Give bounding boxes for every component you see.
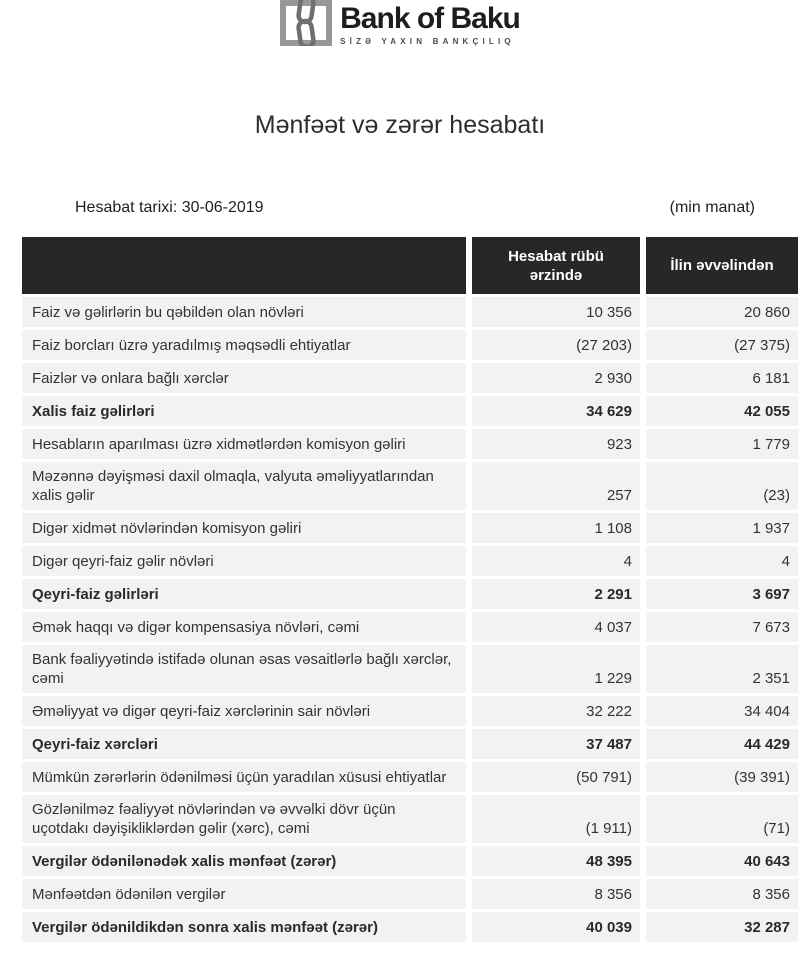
table-header-row: [22, 237, 798, 294]
table-row: [22, 879, 798, 909]
row-label: Faiz və gəlirlərin bu qəbildən olan növləri: [22, 297, 466, 327]
table-row: [22, 762, 798, 792]
table-row: [22, 579, 798, 609]
brand-tagline: SİZƏ YAXIN BANKÇILIQ: [340, 37, 515, 46]
table-row: [22, 513, 798, 543]
row-ytd-value: 8 356: [646, 879, 798, 909]
row-label: Faizlər və onlara bağlı xərclər: [22, 363, 466, 393]
table-row: [22, 912, 798, 942]
logo-text: [340, 0, 520, 46]
row-ytd-value: (39 391): [646, 762, 798, 792]
row-quarter-value: 1 229: [472, 645, 640, 693]
row-quarter-value: 4: [472, 546, 640, 576]
row-label: Əməliyyat və digər qeyri-faiz xərclərinin sair növləri: [22, 696, 466, 726]
table-row: [22, 696, 798, 726]
header-empty-cell: [22, 237, 466, 294]
table-row: [22, 795, 798, 843]
row-quarter-value: 1 108: [472, 513, 640, 543]
row-label: Mümkün zərərlərin ödənilməsi üçün yaradılan xüsusi ehtiyatlar: [22, 762, 466, 792]
table-body: [22, 297, 798, 942]
row-quarter-value: 37 487: [472, 729, 640, 759]
table-row: [22, 330, 798, 360]
row-quarter-value: 32 222: [472, 696, 640, 726]
table-row: [22, 429, 798, 459]
report-date: Hesabat tarixi: 30-06-2019: [75, 199, 264, 216]
row-quarter-value: 34 629: [472, 396, 640, 426]
row-ytd-value: 42 055: [646, 396, 798, 426]
page-title: Mənfəət və zərər hesabatı: [254, 111, 546, 139]
row-ytd-value: 3 697: [646, 579, 798, 609]
row-quarter-value: 10 356: [472, 297, 640, 327]
row-quarter-value: 2 291: [472, 579, 640, 609]
row-ytd-value: 44 429: [646, 729, 798, 759]
row-quarter-value: 2 930: [472, 363, 640, 393]
row-ytd-value: 32 287: [646, 912, 798, 942]
row-ytd-value: (23): [646, 462, 798, 510]
table-row: [22, 363, 798, 393]
table-row: [22, 396, 798, 426]
profit-loss-table: [22, 237, 798, 942]
row-label: Hesabların aparılması üzrə xidmətlərdən komisyon gəliri: [22, 429, 466, 459]
row-ytd-value: (71): [646, 795, 798, 843]
row-label: Əmək haqqı və digər kompensasiya növləri, cəmi: [22, 612, 466, 642]
row-quarter-value: 40 039: [472, 912, 640, 942]
row-quarter-value: 923: [472, 429, 640, 459]
row-quarter-value: (1 911): [472, 795, 640, 843]
row-ytd-value: 34 404: [646, 696, 798, 726]
row-label: Bank fəaliyyətində istifadə olunan əsas vəsaitlərlə bağlı xərclər, cəmi: [22, 645, 466, 693]
bank-logo: [0, 0, 800, 46]
table-row: [22, 729, 798, 759]
table-row: [22, 462, 798, 510]
row-ytd-value: (27 375): [646, 330, 798, 360]
table-row: [22, 546, 798, 576]
row-label: Gözlənilməz fəaliyyət növlərindən və əvvəlki dövr üçün uçotdakı dəyişikliklərdən gəlir (xərc), cəmi: [22, 795, 466, 843]
table-row: [22, 297, 798, 327]
header-quarter: Hesabat rübü ərzində: [472, 237, 640, 294]
row-ytd-value: 2 351: [646, 645, 798, 693]
row-ytd-value: 4: [646, 546, 798, 576]
row-label: Məzənnə dəyişməsi daxil olmaqla, valyuta əməliyyatlarından xalis gəlir: [22, 462, 466, 510]
row-label: Digər qeyri-faiz gəlir növləri: [22, 546, 466, 576]
row-quarter-value: 4 037: [472, 612, 640, 642]
row-ytd-value: 6 181: [646, 363, 798, 393]
row-label: Vergilər ödənilənədək xalis mənfəət (zərər): [22, 846, 466, 876]
header-ytd: İlin əvvəlindən: [646, 237, 798, 294]
row-ytd-value: 40 643: [646, 846, 798, 876]
row-ytd-value: 7 673: [646, 612, 798, 642]
row-ytd-value: 1 937: [646, 513, 798, 543]
row-label: Xalis faiz gəlirləri: [22, 396, 466, 426]
row-label: Qeyri-faiz xərcləri: [22, 729, 466, 759]
report-meta: [0, 198, 800, 218]
row-quarter-value: 8 356: [472, 879, 640, 909]
row-quarter-value: 257: [472, 462, 640, 510]
row-label: Digər xidmət növlərindən komisyon gəliri: [22, 513, 466, 543]
table-row: [22, 612, 798, 642]
row-label: Vergilər ödənildikdən sonra xalis mənfəət (zərər): [22, 912, 466, 942]
row-label: Faiz borcları üzrə yaradılmış məqsədli ehtiyatlar: [22, 330, 466, 360]
chain-link-icon: [280, 0, 332, 46]
row-quarter-value: (50 791): [472, 762, 640, 792]
table-row: [22, 846, 798, 876]
row-quarter-value: 48 395: [472, 846, 640, 876]
table-row: [22, 645, 798, 693]
row-label: Qeyri-faiz gəlirləri: [22, 579, 466, 609]
row-ytd-value: 1 779: [646, 429, 798, 459]
row-quarter-value: (27 203): [472, 330, 640, 360]
unit-label: (min manat): [669, 199, 755, 216]
row-ytd-value: 20 860: [646, 297, 798, 327]
brand-name: Bank of Baku: [340, 2, 520, 35]
row-label: Mənfəətdən ödənilən vergilər: [22, 879, 466, 909]
